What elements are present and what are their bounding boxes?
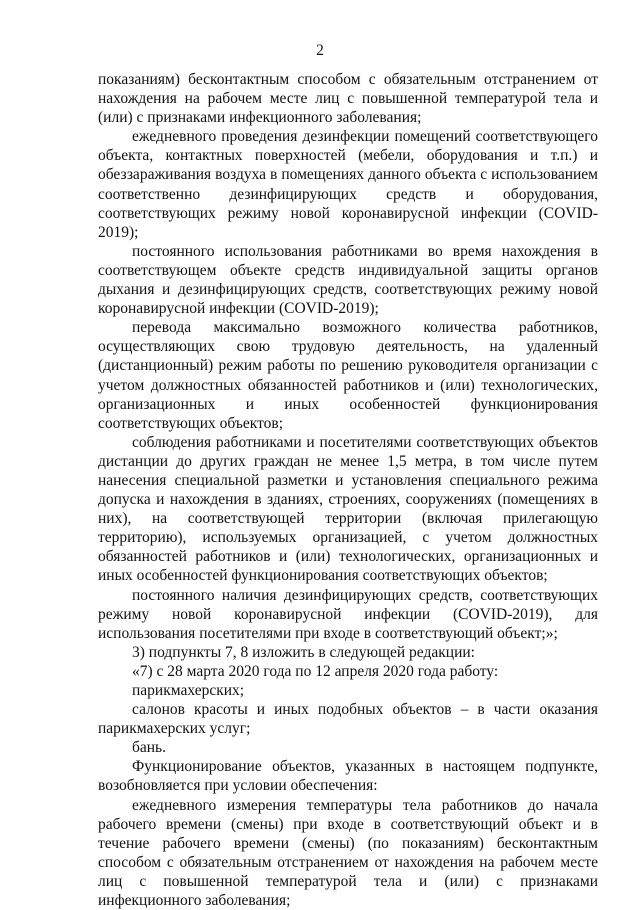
paragraph-resumption-conditions: Функционирование объектов, указанных в настоящем подпункте, возобновляется при условии обеспечения: bbox=[98, 758, 598, 795]
paragraph-item-7-heading: «7) с 28 марта 2020 года по 12 апреля 2020 года работу: bbox=[132, 662, 499, 680]
document-body bbox=[98, 70, 598, 910]
paragraph-disinfectants-availability: постоянного наличия дезинфицирующих средств, соответствующих режиму новой коронавирусной инфекции (COVID-2019), для использования посетителями при входе в соответствующий объект;»; bbox=[98, 586, 598, 642]
paragraph-protective-equipment: постоянного использования работниками во время нахождения в соответствующем объекте средств индивидуальной защиты органов дыхания и дезинфицирующих средств, соответствующих режиму новой коронавирусной инфекции (COVID-2019); bbox=[98, 242, 598, 318]
list-item-beauty-salons: салонов красоты и иных подобных объектов – в части оказания парикмахерских услуг; bbox=[98, 701, 598, 738]
list-item-hairdressers: парикмахерских; bbox=[132, 682, 245, 699]
paragraph-disinfection: ежедневного проведения дезинфекции помещений соответствующего объекта, контактных поверхностей (мебели, оборудования и т.п.) и обеззараживания воздуха в помещениях данного объекта с использованием соответственно дезинфицирующих средств и оборудования, соответствующих режиму новой коронавирусной инфекции (COVID-2019); bbox=[98, 128, 598, 241]
paragraph-remote-work: перевода максимально возможного количества работников, осуществляющих свою трудовую деятельность, на удаленный (дистанционный) режим работы по решению руководителя организации с учетом должностных обязанностей работников и (или) технологических, организационных и иных особенностей функционирования соответствующих объектов; bbox=[98, 319, 598, 432]
paragraph-amendment-clause: 3) подпункты 7, 8 изложить в следующей редакции: bbox=[132, 643, 475, 661]
paragraph-temperature-continuation: показаниям) бесконтактным способом с обязательным отстранением от нахождения на рабочем месте лиц с повышенной температурой тела и (или) с признаками инфекционного заболевания; bbox=[98, 71, 598, 127]
list-item-baths: бань. bbox=[132, 739, 167, 757]
paragraph-daily-temperature: ежедневного измерения температуры тела работников до начала рабочего времени (смены) при входе в соответствующий объект и в течение рабочего времени (смены) (по показаниям) бесконтактным способом с обязательным отстранением от нахождения на рабочем месте лиц с повышенной температурой тела и (или) с признаками инфекционного заболевания; bbox=[98, 796, 598, 910]
paragraph-social-distance: соблюдения работниками и посетителями соответствующих объектов дистанции до других граждан не менее 1,5 метра, в том числе путем нанесения специальной разметки и установления специального режима допуска и нахождения в зданиях, строениях, сооружениях (помещениях в них), на соответствующей территории (включая прилегающую территорию), используемых организацией, с учетом должностных обязанностей работников и (или) технологических, организационных и иных особенностей функционирования соответствующих объектов; bbox=[98, 433, 598, 585]
page-number: 2 bbox=[316, 42, 324, 59]
